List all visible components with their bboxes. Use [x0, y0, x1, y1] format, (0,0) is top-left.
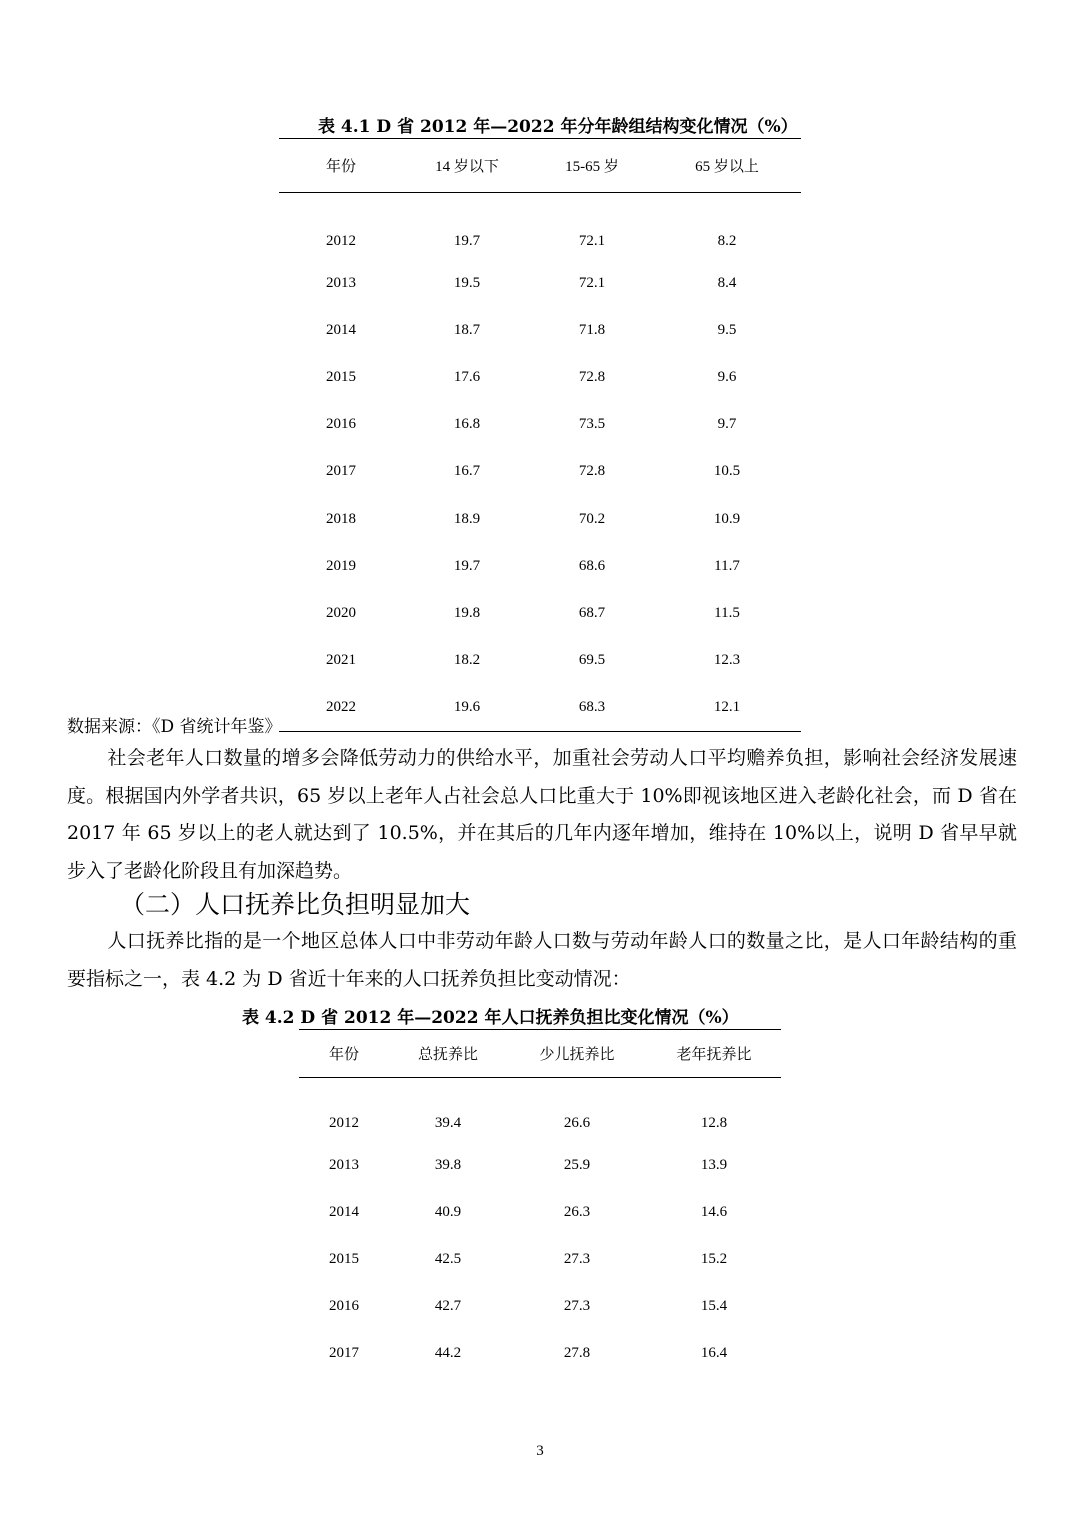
table-cell: 27.8: [563, 1345, 591, 1362]
column-header: 老年抚养比: [676, 1047, 752, 1063]
table-cell: 44.2: [434, 1345, 462, 1362]
table-cell: 9.5: [717, 321, 737, 338]
table-cell: 9.7: [717, 416, 737, 433]
table-cell: 18.2: [453, 652, 481, 669]
paragraph: 社会老年人口数量的增多会降低劳动力的供给水平，加重社会劳动人口平均赡养负担，影响社会经济发展速度。根据国内外学者共识，65 岁以上老年人占社会总人口比重大于 10%即视该地区进入老龄化社会，而 D 省在 2017 年 65 岁以上的老人就达到了 10.5%，并在其后的几年内逐年增加，维持在 10%以上，说明 D 省早早就步入了老龄化阶段且有加深趋势。: [67, 747, 1017, 882]
table-cell: 14.6: [700, 1203, 728, 1220]
table-cell: 42.5: [434, 1250, 462, 1267]
table-cell: 68.6: [578, 557, 606, 574]
column-header: 年份: [325, 159, 356, 175]
table-cell: 17.6: [453, 368, 481, 385]
table-cell: 10.9: [713, 510, 741, 527]
table-cell: 2017: [329, 1345, 359, 1362]
table-cell: 9.6: [717, 368, 737, 385]
table-cell: 25.9: [563, 1156, 591, 1173]
table-cell: 12.1: [713, 699, 741, 716]
table-cell: 68.3: [578, 699, 606, 716]
table-cell: 16.4: [700, 1345, 728, 1362]
section-heading: （二）人口抚养比负担明显加大: [120, 890, 471, 919]
table-cell: 2016: [326, 416, 356, 433]
table-row: [279, 448, 801, 495]
table-cell: 16.8: [453, 416, 481, 433]
table-cell: 11.5: [714, 604, 740, 621]
table-cell: 8.2: [717, 232, 737, 249]
table1-caption: 表 4.1 D 省 2012 年—2022 年分年龄组结构变化情况（%）: [318, 117, 798, 137]
page-number: 3: [536, 1443, 544, 1459]
table-cell: 72.1: [578, 232, 606, 249]
table-row: [279, 354, 801, 401]
table-cell: 26.6: [563, 1114, 591, 1131]
source-note: 数据来源：《D 省统计年鉴》: [67, 717, 282, 737]
table-cell: 69.5: [578, 652, 606, 669]
table-row: [279, 495, 801, 542]
table-cell: 42.7: [434, 1298, 462, 1315]
column-header: 总抚养比: [417, 1047, 478, 1063]
table-cell: 2020: [326, 604, 356, 621]
table-row: [299, 1330, 781, 1377]
table-row: [279, 307, 801, 354]
table-row: [279, 401, 801, 448]
table-cell: 26.3: [563, 1203, 591, 1220]
table-row: [299, 1236, 781, 1283]
column-header: 65 岁以上: [695, 159, 759, 175]
table-cell: 12.8: [700, 1114, 728, 1131]
table-cell: 12.3: [713, 652, 741, 669]
column-header: 14 岁以下: [435, 159, 499, 175]
table-cell: 71.8: [578, 321, 606, 338]
table-cell: 11.7: [714, 557, 740, 574]
table-cell: 18.7: [453, 321, 481, 338]
table-cell: 2017: [326, 463, 356, 480]
table-cell: 72.8: [578, 463, 606, 480]
table-cell: 27.3: [563, 1298, 591, 1315]
table-cell: 2018: [326, 510, 356, 527]
table-cell: 2012: [329, 1114, 359, 1131]
table-row: [279, 637, 801, 684]
table-cell: 2013: [329, 1156, 359, 1173]
table-cell: 2021: [326, 652, 356, 669]
table-header-row: [279, 139, 801, 193]
table-cell: 72.1: [578, 274, 606, 291]
table-cell: 19.5: [453, 274, 481, 291]
table-row: [299, 1189, 781, 1236]
table-cell: 2019: [326, 557, 356, 574]
table-cell: 2012: [326, 232, 356, 249]
table-cell: 2015: [326, 368, 356, 385]
column-header: 15-65 岁: [565, 159, 619, 175]
table-header-row: [299, 1030, 781, 1078]
table-cell: 40.9: [434, 1203, 462, 1220]
dependency-ratio-table: [299, 1029, 781, 1377]
table-cell: 2015: [329, 1250, 359, 1267]
table-cell: 15.2: [700, 1250, 728, 1267]
table-cell: 2022: [326, 699, 356, 716]
table-cell: 72.8: [578, 368, 606, 385]
table-row: [279, 193, 801, 260]
table-cell: 73.5: [578, 416, 606, 433]
table-cell: 16.7: [453, 463, 481, 480]
table-cell: 2016: [329, 1298, 359, 1315]
table-cell: 2014: [329, 1203, 359, 1220]
table-row: [279, 260, 801, 307]
table-cell: 39.8: [434, 1156, 462, 1173]
table-row: [299, 1078, 781, 1142]
table-cell: 19.8: [453, 604, 481, 621]
table-cell: 27.3: [563, 1250, 591, 1267]
table-cell: 13.9: [700, 1156, 728, 1173]
table-cell: 39.4: [434, 1114, 462, 1131]
table-cell: 10.5: [713, 463, 741, 480]
table-cell: 18.9: [453, 510, 481, 527]
paragraph: 人口抚养比指的是一个地区总体人口中非劳动年龄人口数与劳动年龄人口的数量之比，是人口年龄结构的重要指标之一，表 4.2 为 D 省近十年来的人口抚养负担比变动情况：: [67, 930, 1017, 990]
table-cell: 68.7: [578, 604, 606, 621]
table2-caption: 表 4.2 D 省 2012 年—2022 年人口抚养负担比变化情况（%）: [242, 1008, 739, 1028]
table-row: [279, 590, 801, 637]
table-cell: 2013: [326, 274, 356, 291]
table-cell: 19.7: [453, 232, 481, 249]
table-row: [279, 684, 801, 731]
table-row: [299, 1142, 781, 1189]
table-cell: 70.2: [578, 510, 606, 527]
table-cell: 2014: [326, 321, 356, 338]
table-row: [299, 1283, 781, 1330]
table-cell: 19.6: [453, 699, 481, 716]
table-cell: 15.4: [700, 1298, 728, 1315]
table-cell: 19.7: [453, 557, 481, 574]
table-cell: 8.4: [717, 274, 737, 291]
table-row: [279, 543, 801, 590]
column-header: 少儿抚养比: [539, 1047, 615, 1063]
age-structure-table: [279, 138, 801, 732]
column-header: 年份: [328, 1047, 359, 1063]
